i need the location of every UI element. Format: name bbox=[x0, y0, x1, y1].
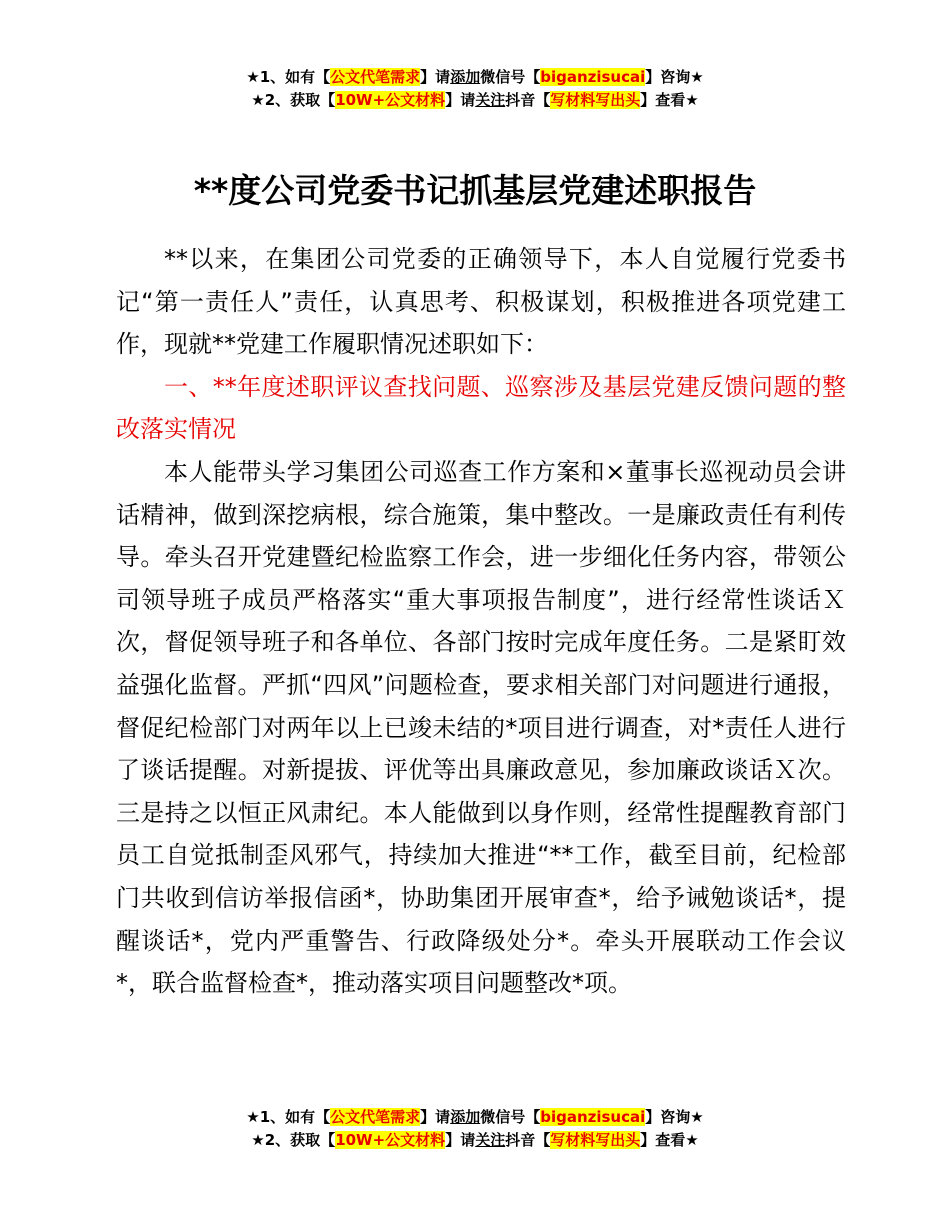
footer-banner bbox=[0, 1106, 950, 1152]
banner-highlight: biganzisucai bbox=[540, 1108, 646, 1126]
banner-highlight: 公文代笔需求 bbox=[330, 1108, 421, 1126]
banner-highlight: biganzisucai bbox=[540, 68, 646, 86]
document-title: **度公司党委书记抓基层党建述职报告 bbox=[193, 171, 757, 210]
banner-highlight: 10W+公文材料 bbox=[335, 1131, 446, 1149]
section-heading: 一、**年度述职评议查找问题、巡察涉及基层党建反馈问题的整改落实情况 bbox=[116, 372, 846, 444]
document-body bbox=[116, 238, 846, 1005]
banner-highlight: 写材料写出头 bbox=[550, 91, 641, 109]
body-paragraph: 本人能带头学习集团公司巡查工作方案和×董事长巡视动员会讲话精神，做到深挖病根，综合施策，集中整改。一是廉政责任有利传导。牵头召开党建暨纪检监察工作会，进一步细化任务内容，带领公司领导班子成员严格落实“重大事项报告制度”，进行经常性谈话Ｘ次，督促领导班子和各单位、各部门按时完成年度任务。二是紧盯效益强化监督。严抓“四风”问题检查，要求相关部门对问题进行通报，督促纪检部门对两年以上已竣未结的*项目进行调查，对*责任人进行了谈话提醒。对新提拔、评优等出具廉政意见，参加廉政谈话Ｘ次。三是持之以恒正风肃纪。本人能做到以身作则，经常性提醒教育部门员工自觉抵制歪风邪气，持续加大推进“**工作，截至目前，纪检部门共收到信访举报信函*，协助集团开展审查*，给予诫勉谈话*，提醒谈话*，党内严重警告、行政降级处分*。牵头开展联动工作会议*，联合监督检查*，推动落实项目问题整改*项。 bbox=[116, 457, 846, 998]
intro-paragraph: **以来，在集团公司党委的正确领导下，本人自觉履行党委书记“第一责任人”责任，认真思考、积极谋划，积极推进各项党建工作，现就**党建工作履职情况述职如下： bbox=[116, 245, 846, 359]
banner-line-1: ★1、如有【公文代笔需求】请添加微信号【biganzisucai】咨询★ bbox=[246, 68, 704, 86]
banner-highlight: 写材料写出头 bbox=[550, 1131, 641, 1149]
banner-line-2: ★2、获取【10W+公文材料】请关注抖音【写材料写出头】查看★ bbox=[251, 1131, 699, 1149]
banner-line-2: ★2、获取【10W+公文材料】请关注抖音【写材料写出头】查看★ bbox=[251, 91, 699, 109]
header-banner bbox=[0, 66, 950, 112]
banner-highlight: 10W+公文材料 bbox=[335, 91, 446, 109]
banner-line-1: ★1、如有【公文代笔需求】请添加微信号【biganzisucai】咨询★ bbox=[246, 1108, 704, 1126]
banner-highlight: 公文代笔需求 bbox=[330, 68, 421, 86]
